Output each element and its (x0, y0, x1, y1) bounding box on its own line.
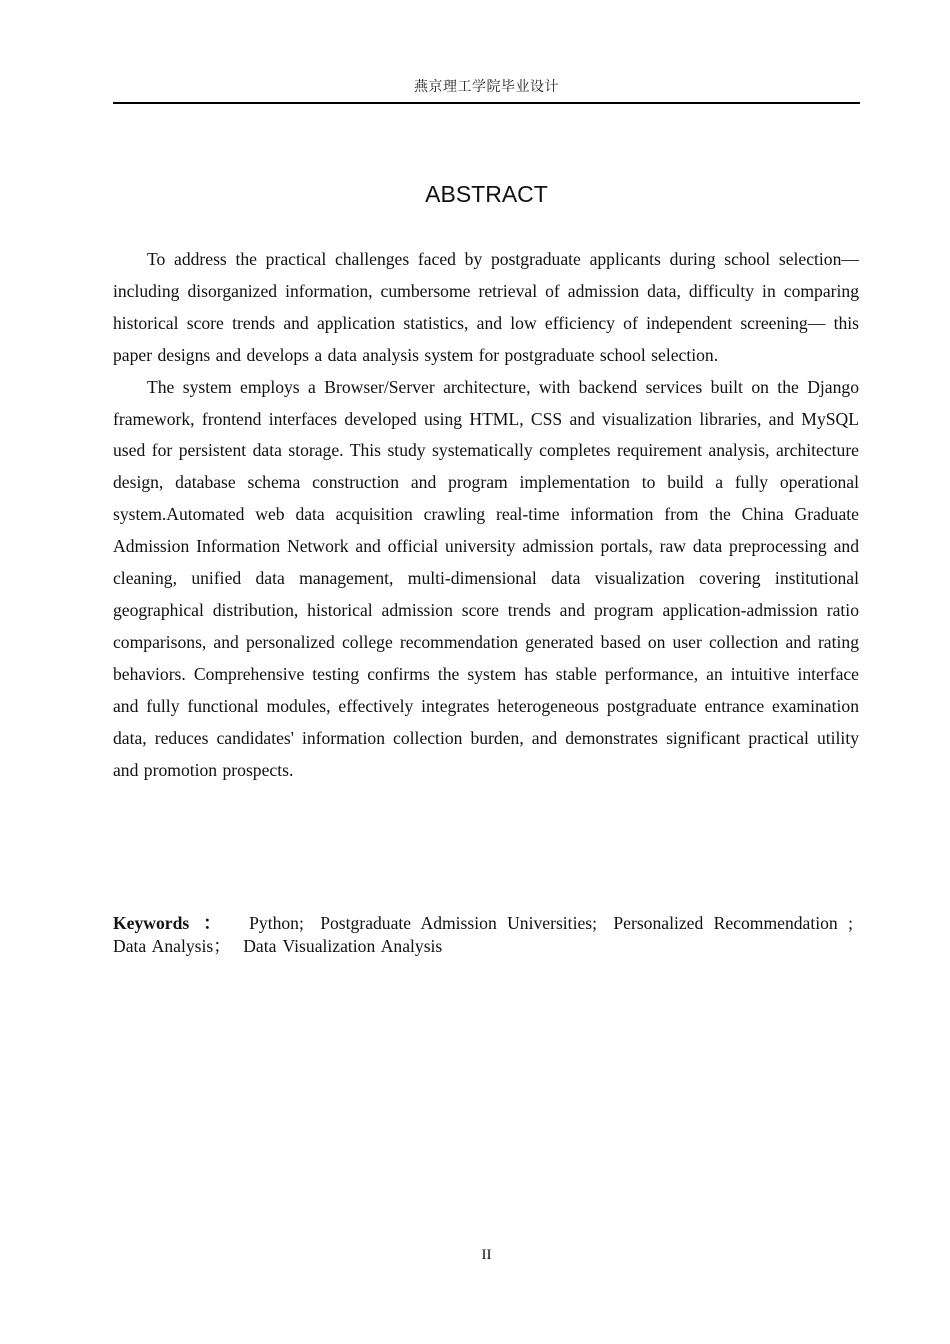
abstract-title: ABSTRACT (425, 181, 548, 207)
keyword-item: Postgraduate Admission Universities; (320, 913, 598, 933)
abstract-body (113, 244, 859, 786)
page-header (113, 74, 860, 104)
keywords-separator: ： (199, 913, 225, 933)
abstract-paragraph: The system employs a Browser/Server architecture, with backend services built on the Django framework, frontend interfaces developed using HTML, CSS and visualization libraries, and MySQL used for persistent data storage. This study systematically completes requirement analysis, architecture design, database schema construction and program implementation to build a fully operational system.Automated web data acquisition crawling real-time information from the China Graduate Admission Information Network and official university admission portals, raw data preprocessing and cleaning, unified data management, multi-dimensional data visualization covering institutional geographical distribution, historical admission score trends and program application-admission ratio comparisons, and personalized college recommendation generated based on user collection and rating behaviors. Comprehensive testing confirms the system has stable performance, an intuitive interface and fully functional modules, effectively integrates heterogeneous postgraduate entrance examination data, reduces candidates' information collection burden, and demonstrates significant practical utility and promotion prospects. (113, 376, 859, 780)
keyword-item: Python; (249, 913, 304, 933)
keyword-item: Data Analysis； (113, 936, 231, 956)
keyword-item: Data Visualization Analysis (243, 936, 443, 956)
keywords-label: Keywords (113, 913, 190, 933)
keyword-item: Personalized Recommendation ; (613, 913, 853, 933)
page-number: II (481, 1247, 492, 1263)
header-title: 燕京理工学院毕业设计 (414, 79, 559, 95)
abstract-paragraph: To address the practical challenges faced by postgraduate applicants during school selection— including disorganized information, cumbersome retrieval of admission data, difficulty in comparing historical score trends and application statistics, and low efficiency of independent screening— this paper designs and develops a data analysis system for postgraduate school selection. (113, 249, 859, 365)
keywords (113, 912, 859, 958)
